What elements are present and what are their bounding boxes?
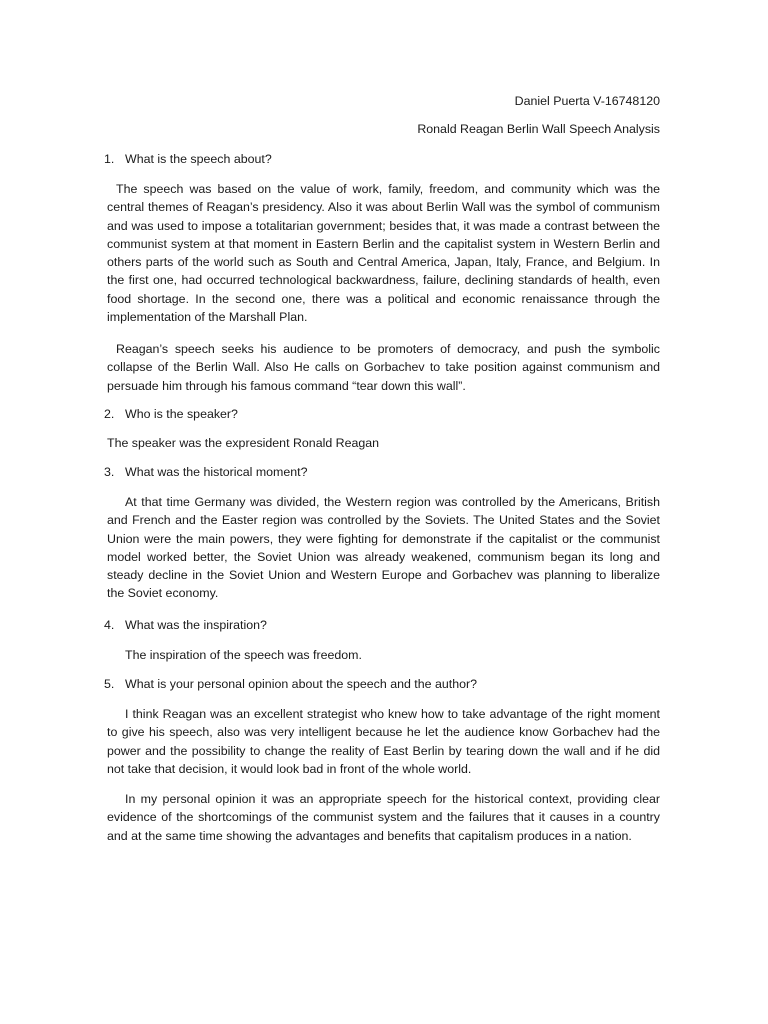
answer-5-paragraph-1: I think Reagan was an excellent strategist who knew how to take advantage of the right moment to give his speech, also was very intelligent because he let the audience know Gorbachev had the power and the possibility to change the reality of East Berlin by tearing down the wall and if he did not take that decision, it would look bad in front of the whole world. (107, 707, 660, 776)
question-number: 2. (104, 407, 115, 421)
question-2 (104, 406, 238, 423)
question-4 (104, 617, 267, 634)
answer-2: The speaker was the expresident Ronald Reagan (107, 436, 380, 450)
question-number: 4. (104, 618, 115, 632)
author-line: Daniel Puerta V-16748120 (514, 94, 660, 108)
document-title: Ronald Reagan Berlin Wall Speech Analysis (417, 122, 660, 136)
answer-1-paragraph-2: Reagan’s speech seeks his audience to be promoters of democracy, and push the symbolic collapse of the Berlin Wall. Also He calls on Gorbachev to take position against communism and persuade him through his famous command “tear down this wall”. (107, 342, 660, 393)
question-text: What was the historical moment? (125, 465, 308, 479)
question-3 (104, 464, 308, 481)
answer-3: At that time Germany was divided, the Western region was controlled by the Americans, British and French and the Easter region was controlled by the Soviets. The United States and the Soviet Union were the main powers, they were fighting for demonstrate if the capitalist or the communist model worked better, the Soviet Union was already weakened, communism began its long and steady decline in the Soviet Union and Western Europe and Gorbachev was planning to liberalize the Soviet economy. (107, 495, 660, 601)
question-number: 1. (104, 152, 115, 166)
answer-5-paragraph-2: In my personal opinion it was an appropriate speech for the historical context, providing clear evidence of the shortcomings of the communist system and the failures that it causes in a country and at the same time showing the advantages and benefits that capitalism produces in a nation. (107, 792, 660, 843)
question-text: Who is the speaker? (125, 407, 238, 421)
answer-1-paragraph-1: The speech was based on the value of work, family, freedom, and community which was the central themes of Reagan’s presidency. Also it was about Berlin Wall was the symbol of communism and was used to impose a totalitarian government; besides that, it was made a contrast between the communist system at that moment in Eastern Berlin and the capitalist system in Western Berlin and others parts of the world such as South and Central America, Japan, Italy, France, and Belgium. In the first one, had occurred technological backwardness, failure, declining standards of health, even food shortage. In the second one, there was a political and economic renaissance through the implementation of the Marshall Plan. (107, 182, 660, 325)
question-text: What is your personal opinion about the speech and the author? (125, 677, 477, 691)
question-1 (104, 151, 272, 168)
answer-4: The inspiration of the speech was freedom. (125, 648, 362, 662)
question-text: What was the inspiration? (125, 618, 267, 632)
question-5 (104, 676, 477, 693)
question-text: What is the speech about? (125, 152, 272, 166)
question-number: 5. (104, 677, 115, 691)
question-number: 3. (104, 465, 115, 479)
